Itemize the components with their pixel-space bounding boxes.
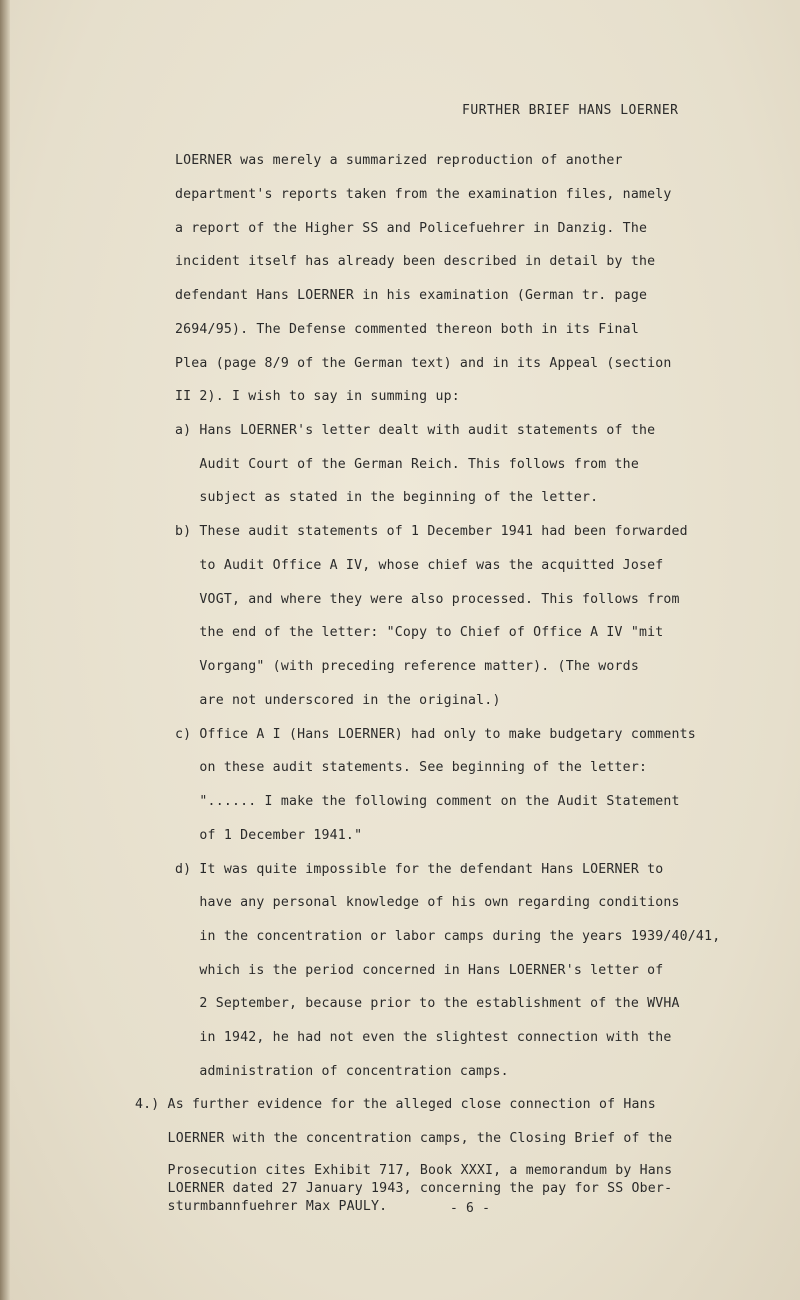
item-b-line-2: to Audit Office A IV, whose chief was the acquitted Josef — [175, 558, 664, 573]
item-d-line-6: in 1942, he had not even the slightest connection with the — [175, 1030, 672, 1045]
point-4-line-2: LOERNER with the concentration camps, the Closing Brief of the — [135, 1131, 673, 1146]
item-b-line-3: VOGT, and where they were also processed. This follows from — [175, 592, 680, 607]
item-b-line-5: Vorgang" (with preceding reference matter). (The words — [175, 659, 639, 674]
page-number: - 6 - — [450, 1201, 491, 1216]
item-d-line-4: which is the period concerned in Hans LOERNER's letter of — [175, 963, 664, 978]
item-d-line-2: have any personal knowledge of his own regarding conditions — [175, 895, 680, 910]
item-a-line-3: subject as stated in the beginning of the letter. — [175, 490, 599, 505]
item-c-line-4: of 1 December 1941." — [175, 828, 363, 843]
page-edge — [0, 0, 10, 1300]
item-a-line-1: a) Hans LOERNER's letter dealt with audit statements of the — [175, 423, 656, 438]
body-line-6: 2694/95). The Defense commented thereon both in its Final — [175, 322, 639, 337]
body-line-3: a report of the Higher SS and Policefuehrer in Danzig. The — [175, 221, 648, 236]
item-b-line-1: b) These audit statements of 1 December 1941 had been forwarded — [175, 524, 688, 539]
body-line-2: department's reports taken from the examination files, namely — [175, 187, 672, 202]
item-c-line-3: "...... I make the following comment on the Audit Statement — [175, 794, 680, 809]
point-4-line-5: sturmbannfuehrer Max PAULY. — [135, 1199, 388, 1214]
item-d-line-1: d) It was quite impossible for the defendant Hans LOERNER to — [175, 862, 664, 877]
page-header: FURTHER BRIEF HANS LOERNER — [462, 103, 679, 118]
body-line-4: incident itself has already been described in detail by the — [175, 254, 656, 269]
point-4-line-1: 4.) As further evidence for the alleged close connection of Hans — [135, 1097, 656, 1112]
body-line-5: defendant Hans LOERNER in his examination (German tr. page — [175, 288, 648, 303]
item-d-line-5: 2 September, because prior to the establishment of the WVHA — [175, 996, 680, 1011]
item-c-line-1: c) Office A I (Hans LOERNER) had only to make budgetary comments — [175, 727, 696, 742]
item-a-line-2: Audit Court of the German Reich. This follows from the — [175, 457, 639, 472]
item-c-line-2: on these audit statements. See beginning of the letter: — [175, 760, 648, 775]
body-line-8: II 2). I wish to say in summing up: — [175, 389, 460, 404]
item-b-line-6: are not underscored in the original.) — [175, 693, 501, 708]
point-4-line-3: Prosecution cites Exhibit 717, Book XXXI, a memorandum by Hans — [135, 1163, 673, 1178]
body-line-1: LOERNER was merely a summarized reproduction of another — [175, 153, 623, 168]
body-line-7: Plea (page 8/9 of the German text) and in its Appeal (section — [175, 356, 672, 371]
item-b-line-4: the end of the letter: "Copy to Chief of Office A IV "mit — [175, 625, 664, 640]
item-d-line-7: administration of concentration camps. — [175, 1064, 509, 1079]
point-4-line-4: LOERNER dated 27 January 1943, concerning the pay for SS Ober- — [135, 1181, 673, 1196]
item-d-line-3: in the concentration or labor camps during the years 1939/40/41, — [175, 929, 721, 944]
